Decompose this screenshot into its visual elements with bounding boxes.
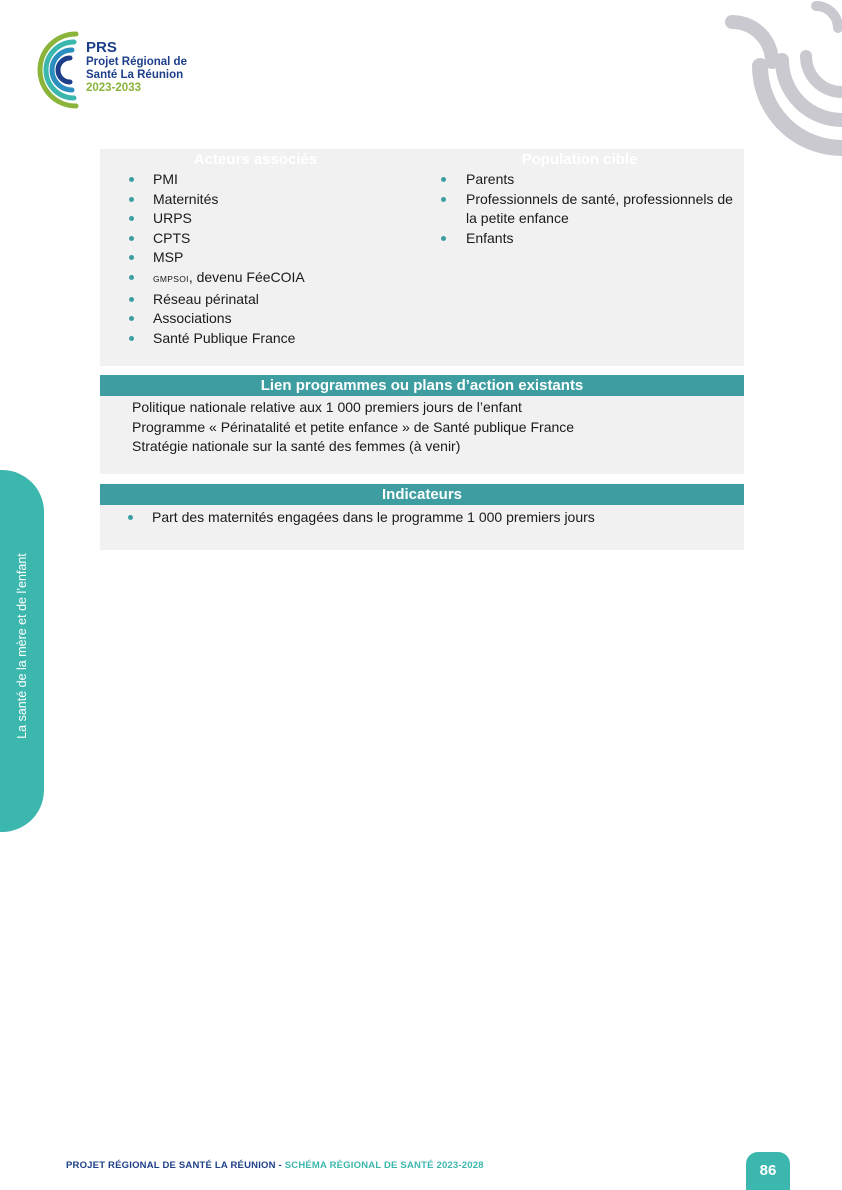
chapter-side-tab-label: La santé de la mère et de l’enfant — [15, 553, 29, 739]
list-item: Maternités — [100, 190, 411, 210]
lien-body — [100, 396, 744, 457]
lien-line: Stratégie nationale sur la santé des femmes (à venir) — [132, 438, 461, 455]
table-header-row — [100, 149, 744, 170]
population-list — [415, 170, 744, 248]
prs-logo-arcs-icon — [24, 28, 84, 112]
list-item: Part des maternités engagées dans le programme 1 000 premiers jours — [100, 508, 744, 528]
page-number: 86 — [746, 1152, 790, 1190]
list-item: MSP — [100, 248, 411, 268]
gmpsoi-suffix: , devenu FéeCOIA — [188, 268, 305, 285]
logo-line-1: Projet Régional de — [86, 56, 187, 68]
table-body-row — [100, 170, 744, 366]
list-item: PMI — [100, 170, 411, 190]
lien-header: Lien programmes ou plans d’action existants — [100, 375, 744, 396]
list-item: Professionnels de santé, professionnels de la petite enfance — [415, 190, 744, 229]
decorative-arcs-icon — [692, 0, 842, 160]
indicateurs-table — [100, 484, 744, 550]
acteurs-header: Acteurs associés — [100, 149, 411, 170]
acteurs-list — [100, 170, 411, 348]
footer-title: PROJET RÉGIONAL DE SANTÉ LA RÉUNION — [66, 1160, 276, 1171]
acteurs-cell — [100, 170, 411, 366]
logo-years: 2023-2033 — [86, 82, 141, 94]
list-item: Santé Publique France — [100, 329, 411, 349]
list-item: Réseau périnatal — [100, 290, 411, 310]
footer-separator: - — [275, 1160, 285, 1171]
list-item: Parents — [415, 170, 744, 190]
population-header: Population cible — [415, 149, 744, 170]
footer-subtitle: SCHÉMA RÉGIONAL DE SANTÉ 2023-2028 — [284, 1160, 484, 1171]
lien-programmes-table — [100, 375, 744, 474]
lien-line: Programme « Périnatalité et petite enfance » de Santé publique France — [132, 418, 575, 435]
logo-line-2: Santé La Réunion — [86, 69, 184, 81]
indicateurs-list — [100, 505, 744, 528]
list-item — [100, 268, 411, 290]
list-item: CPTS — [100, 229, 411, 249]
population-cell — [415, 170, 744, 366]
page-footer — [66, 1160, 484, 1171]
gmpsoi-label: GMPSOI — [153, 273, 189, 284]
logo-acronym: PRS — [86, 39, 117, 56]
list-item: URPS — [100, 209, 411, 229]
lien-line: Politique nationale relative aux 1 000 premiers jours de l’enfant — [132, 399, 522, 415]
list-item: Enfants — [415, 229, 744, 249]
indicateurs-header: Indicateurs — [100, 484, 744, 505]
list-item: Associations — [100, 309, 411, 329]
acteurs-population-table — [100, 149, 744, 366]
prs-logo — [24, 28, 214, 112]
